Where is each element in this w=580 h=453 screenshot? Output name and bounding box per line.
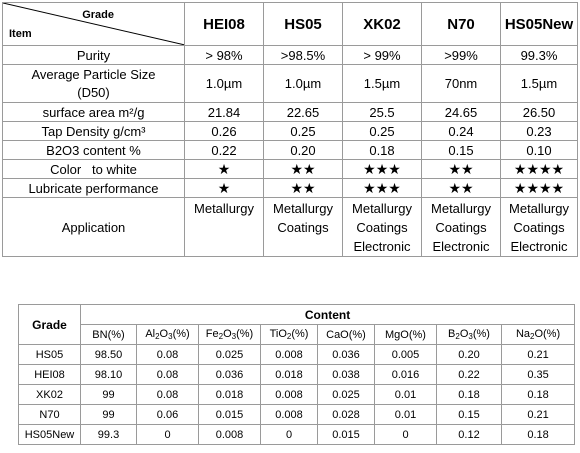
cell-value: 0.22 (437, 365, 502, 385)
application-item: Coatings (513, 220, 565, 235)
cell-value: 99 (81, 385, 137, 405)
cell-value: 1.5µm (343, 65, 422, 103)
cell-value: 98.50 (81, 345, 137, 365)
cell-value: 0.018 (199, 385, 261, 405)
cell-value: 0.15 (422, 141, 501, 160)
star-rating: ★★★ (343, 160, 422, 179)
cell-value: 0.21 (502, 405, 575, 425)
cell-value: > 99% (343, 46, 422, 65)
row-surface-area (3, 103, 578, 122)
cell-value: 0.12 (437, 425, 502, 445)
cell-value: 0.01 (375, 405, 437, 425)
cell-value: 0.06 (137, 405, 199, 425)
cell-value: 0.20 (437, 345, 502, 365)
cell-value: 0.018 (261, 365, 318, 385)
star-rating: ★★★★ (501, 160, 578, 179)
cell-value: 0.008 (199, 425, 261, 445)
cell-value: 0.01 (375, 385, 437, 405)
cell-value: 98.10 (81, 365, 137, 385)
cell-value: > 98% (185, 46, 264, 65)
grade-column-header: Grade (19, 305, 81, 345)
row-grade: XK02 (19, 385, 81, 405)
cell-value: 0.18 (502, 425, 575, 445)
row-label: Tap Density g/cm³ (3, 122, 185, 141)
column-header-mgo: MgO(%) (375, 325, 437, 345)
cell-value: 0.08 (137, 385, 199, 405)
star-rating: ★★ (422, 179, 501, 198)
cell-value: 0 (261, 425, 318, 445)
cell-value: 0.08 (137, 345, 199, 365)
application-item: Metallurgy (509, 201, 569, 216)
row-application (3, 198, 578, 257)
row-label: B2O3 content % (3, 141, 185, 160)
star-rating: ★★ (422, 160, 501, 179)
column-header-bn: BN(%) (81, 325, 137, 345)
table-row (19, 365, 575, 385)
cell-value: 1.0µm (264, 65, 343, 103)
cell-value: >98.5% (264, 46, 343, 65)
grade-header-hs05new: HS05New (501, 3, 578, 46)
row-grade: HEI08 (19, 365, 81, 385)
cell-value: 0.008 (261, 405, 318, 425)
cell-value: 0.08 (137, 365, 199, 385)
row-purity (3, 46, 578, 65)
cell-value: 21.84 (185, 103, 264, 122)
cell-value: 0.038 (318, 365, 375, 385)
cell-value: >99% (422, 46, 501, 65)
row-label: Lubricate performance (3, 179, 185, 198)
table-corner-header (3, 3, 185, 46)
application-cell-n70 (422, 198, 501, 257)
row-label: surface area m²/g (3, 103, 185, 122)
row-label-text: Average Particle Size (D50) (31, 66, 156, 100)
cell-value: 0.036 (199, 365, 261, 385)
corner-item-label: Item (9, 28, 32, 40)
cell-value: 0.21 (502, 345, 575, 365)
row-grade: N70 (19, 405, 81, 425)
cell-value: 0.18 (437, 385, 502, 405)
row-label: Application (3, 198, 185, 257)
cell-value: 24.65 (422, 103, 501, 122)
application-cell-xk02 (343, 198, 422, 257)
row-color (3, 160, 578, 179)
row-lubricate (3, 179, 578, 198)
table-row (19, 345, 575, 365)
cell-value: 99.3% (501, 46, 578, 65)
table-row (19, 425, 575, 445)
cell-value: 0.20 (264, 141, 343, 160)
cell-value: 0.26 (185, 122, 264, 141)
cell-value: 25.5 (343, 103, 422, 122)
application-item: Coatings (435, 220, 487, 235)
cell-value: 1.5µm (501, 65, 578, 103)
application-item: Electronic (510, 239, 568, 254)
column-header-na2o: $Na_2O(\%)$ (502, 325, 575, 345)
cell-value: 0.10 (501, 141, 578, 160)
application-item: Coatings (356, 220, 408, 235)
column-header-al2o3: $Al_2O_3(\%)$ (137, 325, 199, 345)
star-rating: ★★★★ (501, 179, 578, 198)
cell-value: 70nm (422, 65, 501, 103)
star-rating: ★★ (264, 179, 343, 198)
column-header-fe2o3: $Fe_2O_3(\%)$ (199, 325, 261, 345)
grade-header-n70: N70 (422, 3, 501, 46)
cell-value: 0.008 (261, 345, 318, 365)
column-header-tio2: TiO$_2$(%) (261, 325, 318, 345)
cell-value: 0.35 (502, 365, 575, 385)
cell-value: 99.3 (81, 425, 137, 445)
row-particle-size (3, 65, 578, 103)
grade-spec-table (2, 2, 578, 257)
cell-value: 0.18 (502, 385, 575, 405)
cell-value: 0.22 (185, 141, 264, 160)
application-item: Coatings (277, 220, 329, 235)
application-item: Metallurgy (273, 201, 333, 216)
row-grade: HS05New (19, 425, 81, 445)
row-b2o3-content (3, 141, 578, 160)
cell-value: 0 (137, 425, 199, 445)
cell-value: 1.0µm (185, 65, 264, 103)
application-cell-hs05 (264, 198, 343, 257)
table-row (19, 385, 575, 405)
row-label: Color to white (3, 160, 185, 179)
application-item: Electronic (432, 239, 490, 254)
cell-value: 0.028 (318, 405, 375, 425)
content-group-header: Content (81, 305, 575, 325)
cell-value: 0.015 (199, 405, 261, 425)
cell-value: 22.65 (264, 103, 343, 122)
application-item: Metallurgy (194, 201, 254, 216)
application-cell-hs05new (501, 198, 578, 257)
row-grade: HS05 (19, 345, 81, 365)
cell-value: 0.008 (261, 385, 318, 405)
corner-grade-label: Grade (82, 9, 114, 21)
cell-value: 0.25 (343, 122, 422, 141)
application-item: Electronic (353, 239, 411, 254)
cell-value: 0.24 (422, 122, 501, 141)
cell-value: 0.15 (437, 405, 502, 425)
grade-header-hei08: HEI08 (185, 3, 264, 46)
content-table (18, 304, 575, 445)
star-rating: ★★ (264, 160, 343, 179)
cell-value: 0.025 (318, 385, 375, 405)
cell-value: 0.025 (199, 345, 261, 365)
cell-value: 26.50 (501, 103, 578, 122)
row-label (3, 65, 185, 103)
grade-header-hs05: HS05 (264, 3, 343, 46)
cell-value: 0.23 (501, 122, 578, 141)
cell-value: 0 (375, 425, 437, 445)
cell-value: 0.016 (375, 365, 437, 385)
star-rating: ★★★ (343, 179, 422, 198)
row-label: Purity (3, 46, 185, 65)
application-item: Metallurgy (352, 201, 412, 216)
cell-value: 99 (81, 405, 137, 425)
grade-header-xk02: XK02 (343, 3, 422, 46)
cell-value: 0.036 (318, 345, 375, 365)
cell-value: 0.25 (264, 122, 343, 141)
cell-value: 0.005 (375, 345, 437, 365)
star-rating: ★ (185, 179, 264, 198)
table-row (19, 405, 575, 425)
star-rating: ★ (185, 160, 264, 179)
column-header-b2o3: $B_2O_3(\%)$ (437, 325, 502, 345)
column-header-cao: CaO(%) (318, 325, 375, 345)
application-cell-hei08 (185, 198, 264, 257)
cell-value: 0.18 (343, 141, 422, 160)
row-tap-density (3, 122, 578, 141)
cell-value: 0.015 (318, 425, 375, 445)
column-header-row (19, 325, 575, 345)
application-item: Metallurgy (431, 201, 491, 216)
